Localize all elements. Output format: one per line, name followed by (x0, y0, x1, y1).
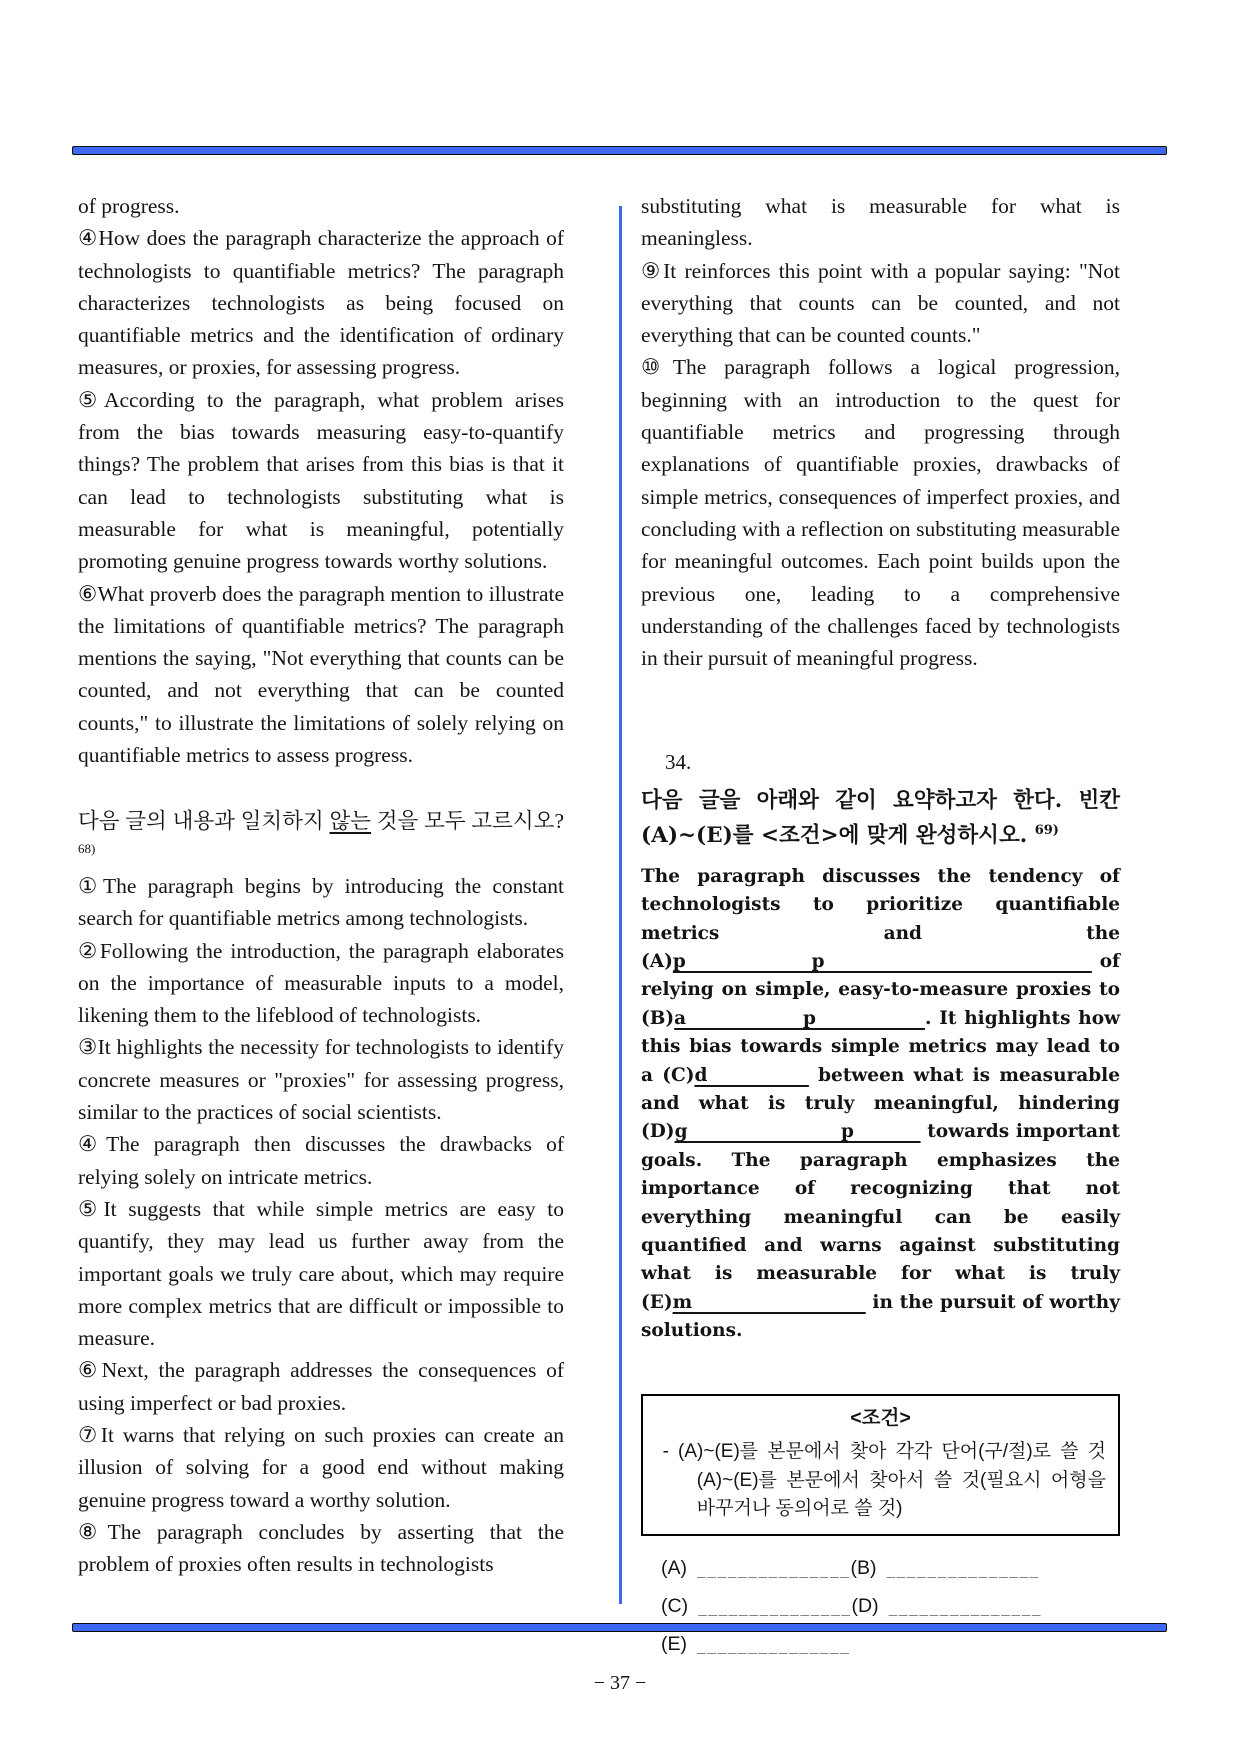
text-segment: 다음 글의 내용과 일치하지 (78, 809, 330, 834)
text-segment: (D) (641, 1121, 675, 1143)
text-segment: 다음 글을 아래와 같이 요약하고자 한다. 빈칸 (A)~(E)를 <조건>에 맞게 완성하시오. (641, 787, 1120, 848)
top-rule (72, 146, 1167, 155)
answer-lines (641, 1554, 1120, 1660)
question-item: ⑥Next, the paragraph addresses the consequences of using imperfect or bad proxies. (78, 1358, 564, 1415)
text-segment: towards important goals. The paragraph emphasizes the importance of recognizing that not everything meaningful can be easily quantified and warns against substituting what is measurable for what is truly (641, 1121, 1120, 1285)
question-item: ⑤It suggests that while simple metrics are easy to quantify, they may lead us further away from the important goals we truly care about, which may require more complex metrics that are difficult or impossible to measure. (78, 1196, 564, 1351)
text-segment: (A) (641, 950, 673, 972)
footnote-ref: 68) (78, 840, 96, 856)
question-instruction (641, 783, 1120, 853)
question-item: ⑥What proverb does the paragraph mention to illustrate the limitations of quantifiable metrics? The paragraph mentions the saying, "Not everything that counts can be counted, and not everything that can be counted counts," to illustrate the limitations of solely relying on quantifiable metrics to assess progress. (78, 581, 564, 768)
answer-blank-line: _______________ (697, 1637, 851, 1654)
text-segment: . It highlights how this bias towards simple metrics may lead to a (641, 1007, 1120, 1086)
bottom-rule (72, 1623, 1167, 1632)
condition-title: <조건> (850, 1406, 911, 1429)
answer-blank-line: _______________ (886, 1561, 1040, 1578)
fill-in-blank: d (694, 1064, 809, 1086)
column-divider (619, 206, 622, 1604)
answer-row (661, 1630, 1120, 1660)
answer-label: (A) (661, 1556, 687, 1579)
question-item: ④The paragraph then discusses the drawbacks of relying solely on intricate metrics. (78, 1132, 564, 1189)
question-item: ⑨It reinforces this point with a popular saying: "Not everything that counts can be counted, and not everything that can be counted counts." (641, 258, 1120, 348)
fill-in-blank: a p (674, 1007, 925, 1029)
answer-label: (D) (851, 1594, 879, 1617)
fill-in-blank: 않는 (329, 809, 372, 834)
fill-in-blank: p p (672, 950, 1092, 972)
answer-row (661, 1592, 1120, 1622)
summary-paragraph (641, 863, 1120, 1346)
text-segment: (E) (641, 1291, 673, 1313)
text-segment: in the pursuit of worthy solutions. (641, 1291, 1120, 1342)
answer-label: (B) (850, 1556, 877, 1579)
condition-text: - (A)~(E)를 본문에서 찾아 각각 단어(구/절)로 쓸 것(A)~(E)를 본문에서 찾아서 쓸 것(필요시 어형을 바꾸거나 동의어로 쓸 것) (662, 1441, 1106, 1520)
question-item: ⑦It warns that relying on such proxies can create an illusion of solving for a good end without making genuine progress toward a worthy solution. (78, 1422, 564, 1512)
answer-blank-line: _______________ (888, 1599, 1043, 1616)
text-segment: of relying on simple, easy-to-measure proxies to (641, 950, 1120, 1001)
question-item: ①The paragraph begins by introducing the constant search for quantifiable metrics among technologists. (78, 873, 564, 931)
right-column-text (641, 190, 1120, 674)
question-item: ④How does the paragraph characterize the approach of technologists to quantifiable metrics? The paragraph characterizes technologists as being focused on quantifiable metrics and the identification of ordinary measures, or proxies, for assessing progress. (78, 226, 564, 380)
fill-in-blank: g p (674, 1121, 921, 1143)
text-segment: (B) (641, 1007, 675, 1029)
footnote-ref: 69) (1034, 822, 1059, 838)
answer-blank-line: _______________ (698, 1599, 852, 1616)
text-segment: The paragraph discusses the tendency of technologists to prioritize quantifiable metrics and the (641, 865, 1120, 944)
question-item (78, 805, 564, 870)
question-item: ②Following the introduction, the paragraph elaborates on the importance of measurable inputs to a model, likening them to the lifeblood of technologists. (78, 938, 564, 1028)
answer-row (661, 1554, 1120, 1584)
question-number: 34. (665, 750, 692, 775)
question-item: of progress. (78, 194, 180, 218)
answer-label: (E) (661, 1632, 687, 1655)
answer-label: (C) (661, 1594, 689, 1617)
page-number: − 37 − (593, 1672, 647, 1694)
question-item: ⑩The paragraph follows a logical progression, beginning with an introduction to the quest for quantifiable metrics and progressing through explanations of quantifiable proxies, drawbacks of simple metrics, consequences of imperfect proxies, and concluding with a reflection on substituting measurable for meaningful outcomes. Each point builds upon the previous one, leading to a comprehensive understanding of the challenges faced by technologists in their pursuit of meaningful progress. (641, 355, 1120, 671)
text-segment: between what is measurable and what is truly meaningful, hindering (641, 1064, 1120, 1114)
question-item: ⑤According to the paragraph, what problem arises from the bias towards measuring easy-to-quantify things? The problem that arises from this bias is that it can lead to technologists substituting what is measurable for what is meaningful, potentially promoting genuine progress towards worthy solutions. (78, 387, 564, 574)
right-column (641, 190, 1120, 1668)
text-segment: (C) (662, 1064, 695, 1086)
question-item: substituting what is measurable for what is meaningless. (641, 194, 1120, 251)
condition-box (641, 1394, 1120, 1536)
fill-in-blank: m (672, 1291, 866, 1313)
answer-blank-line: _______________ (697, 1561, 851, 1578)
left-column (78, 190, 564, 1580)
question-item: ③It highlights the necessity for technologists to identify concrete measures or "proxies" for assessing progress, similar to the practices of social scientists. (78, 1035, 564, 1125)
question-item: ⑧The paragraph concludes by asserting that the problem of proxies often results in technologists (78, 1519, 564, 1577)
text-segment: 것을 모두 고르시오? (371, 809, 564, 834)
